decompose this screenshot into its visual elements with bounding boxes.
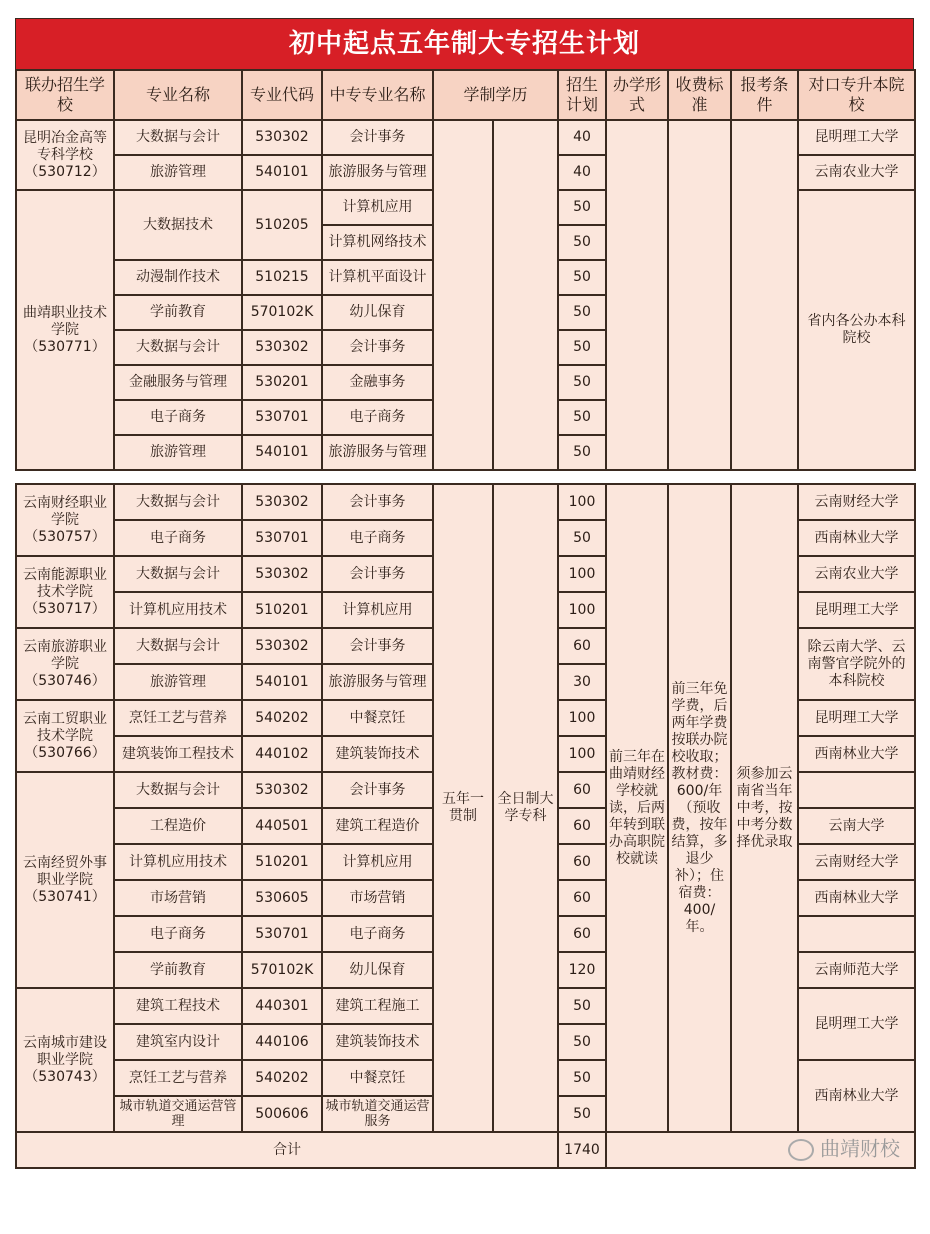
plan-cell: 40 xyxy=(558,120,606,155)
major-cell: 计算机应用技术 xyxy=(114,844,242,880)
major-cell: 动漫制作技术 xyxy=(114,260,242,295)
plan-cell: 60 xyxy=(558,844,606,880)
secondary-major-cell: 计算机应用 xyxy=(322,844,433,880)
school-cell: 云南能源职业技术学院（530717） xyxy=(16,556,114,628)
plan-cell: 60 xyxy=(558,772,606,808)
code-cell: 440102 xyxy=(242,736,322,772)
secondary-major-cell: 幼儿保育 xyxy=(322,295,433,330)
degree-cell xyxy=(493,120,558,470)
secondary-major-cell: 建筑工程施工 xyxy=(322,988,433,1024)
plan-cell: 50 xyxy=(558,520,606,556)
major-cell: 大数据与会计 xyxy=(114,484,242,520)
watermark-text: 曲靖财校 xyxy=(820,1136,900,1161)
code-cell: 540101 xyxy=(242,664,322,700)
plan-cell: 50 xyxy=(558,400,606,435)
enrollment-plan-document xyxy=(15,18,914,1169)
enrollment-table xyxy=(15,69,916,471)
major-cell: 市场营销 xyxy=(114,880,242,916)
plan-cell: 100 xyxy=(558,736,606,772)
header-secondary-major: 中专专业名称 xyxy=(322,70,433,120)
code-cell: 500606 xyxy=(242,1096,322,1132)
major-cell: 大数据与会计 xyxy=(114,772,242,808)
system-cell xyxy=(433,120,493,470)
plan-cell: 50 xyxy=(558,1024,606,1060)
major-cell: 旅游管理 xyxy=(114,155,242,190)
secondary-major-cell: 电子商务 xyxy=(322,400,433,435)
code-cell: 510201 xyxy=(242,844,322,880)
plan-cell: 100 xyxy=(558,556,606,592)
plan-cell: 30 xyxy=(558,664,606,700)
code-cell: 440501 xyxy=(242,808,322,844)
plan-cell: 60 xyxy=(558,808,606,844)
target-cell: 云南农业大学 xyxy=(798,155,915,190)
wechat-icon xyxy=(788,1139,814,1161)
header-requirements: 报考条件 xyxy=(731,70,798,120)
header-plan: 招生计划 xyxy=(558,70,606,120)
secondary-major-cell: 中餐烹饪 xyxy=(322,1060,433,1096)
code-cell: 530302 xyxy=(242,772,322,808)
target-cell: 昆明理工大学 xyxy=(798,988,915,1060)
total-row xyxy=(16,1132,915,1168)
table-row xyxy=(16,484,915,520)
header-mode: 办学形式 xyxy=(606,70,668,120)
major-cell: 旅游管理 xyxy=(114,435,242,470)
major-cell: 电子商务 xyxy=(114,520,242,556)
major-cell: 大数据与会计 xyxy=(114,556,242,592)
secondary-major-cell: 会计事务 xyxy=(322,484,433,520)
code-cell: 530302 xyxy=(242,120,322,155)
top-section xyxy=(16,120,915,470)
fees-cell: 前三年免学费，后两年学费按联办院校收取；教材费：600/年（预收费，按年结算，多退少补）；住宿费：400/年。 xyxy=(668,484,731,1132)
code-cell: 540101 xyxy=(242,155,322,190)
plan-cell: 60 xyxy=(558,916,606,952)
code-cell: 510215 xyxy=(242,260,322,295)
target-cell: 除云南大学、云南警官学院外的本科院校 xyxy=(798,628,915,700)
plan-cell: 100 xyxy=(558,700,606,736)
secondary-major-cell: 市场营销 xyxy=(322,880,433,916)
target-cell: 西南林业大学 xyxy=(798,736,915,772)
code-cell: 530302 xyxy=(242,484,322,520)
plan-cell: 100 xyxy=(558,592,606,628)
target-cell xyxy=(798,772,915,808)
school-cell: 云南经贸外事职业学院（530741） xyxy=(16,772,114,988)
major-cell: 烹饪工艺与营养 xyxy=(114,700,242,736)
target-cell: 云南财经大学 xyxy=(798,484,915,520)
code-cell: 440106 xyxy=(242,1024,322,1060)
code-cell: 530701 xyxy=(242,916,322,952)
school-cell: 云南工贸职业技术学院（530766） xyxy=(16,700,114,772)
target-cell: 云南师范大学 xyxy=(798,952,915,988)
plan-cell: 50 xyxy=(558,988,606,1024)
page-title: 初中起点五年制大专招生计划 xyxy=(15,18,914,69)
secondary-major-cell: 城市轨道交通运营服务 xyxy=(322,1096,433,1132)
school-cell: 云南旅游职业学院（530746） xyxy=(16,628,114,700)
header-system-degree: 学制学历 xyxy=(433,70,558,120)
school-cell: 昆明冶金高等专科学校（530712） xyxy=(16,120,114,190)
header-row xyxy=(16,70,915,120)
plan-cell: 60 xyxy=(558,880,606,916)
degree-cell: 全日制大学专科 xyxy=(493,484,558,1132)
major-cell: 大数据与会计 xyxy=(114,120,242,155)
school-cell: 云南财经职业学院（530757） xyxy=(16,484,114,556)
plan-cell: 100 xyxy=(558,484,606,520)
target-cell: 西南林业大学 xyxy=(798,1060,915,1132)
major-cell: 学前教育 xyxy=(114,952,242,988)
total-label: 合计 xyxy=(16,1132,558,1168)
code-cell: 530302 xyxy=(242,330,322,365)
plan-cell: 50 xyxy=(558,1096,606,1132)
requirements-cell xyxy=(731,120,798,470)
plan-cell: 50 xyxy=(558,190,606,225)
secondary-major-cell: 建筑装饰技术 xyxy=(322,736,433,772)
table-row xyxy=(16,120,915,155)
watermark xyxy=(606,1132,915,1168)
header-fees: 收费标准 xyxy=(668,70,731,120)
fees-cell xyxy=(668,120,731,470)
target-cell: 西南林业大学 xyxy=(798,520,915,556)
code-cell: 530701 xyxy=(242,400,322,435)
code-cell: 540101 xyxy=(242,435,322,470)
code-cell: 530605 xyxy=(242,880,322,916)
mode-cell: 前三年在曲靖财经学校就读，后两年转到联办高职院校就读 xyxy=(606,484,668,1132)
major-cell: 建筑工程技术 xyxy=(114,988,242,1024)
secondary-major-cell: 计算机平面设计 xyxy=(322,260,433,295)
plan-cell: 60 xyxy=(558,628,606,664)
plan-cell: 50 xyxy=(558,1060,606,1096)
code-cell: 570102K xyxy=(242,952,322,988)
secondary-major-cell: 建筑工程造价 xyxy=(322,808,433,844)
target-cell: 昆明理工大学 xyxy=(798,592,915,628)
secondary-major-cell: 电子商务 xyxy=(322,916,433,952)
major-cell: 建筑室内设计 xyxy=(114,1024,242,1060)
code-cell: 530302 xyxy=(242,628,322,664)
target-cell: 省内各公办本科院校 xyxy=(798,190,915,470)
school-cell: 云南城市建设职业学院（530743） xyxy=(16,988,114,1132)
code-cell: 440301 xyxy=(242,988,322,1024)
major-cell: 建筑装饰工程技术 xyxy=(114,736,242,772)
code-cell: 540202 xyxy=(242,1060,322,1096)
plan-cell: 50 xyxy=(558,295,606,330)
code-cell: 570102K xyxy=(242,295,322,330)
header-major: 专业名称 xyxy=(114,70,242,120)
header-school: 联办招生学校 xyxy=(16,70,114,120)
major-cell: 计算机应用技术 xyxy=(114,592,242,628)
header-target: 对口专升本院校 xyxy=(798,70,915,120)
major-cell: 大数据技术 xyxy=(114,190,242,260)
target-cell: 昆明理工大学 xyxy=(798,700,915,736)
secondary-major-cell: 幼儿保育 xyxy=(322,952,433,988)
major-cell: 大数据与会计 xyxy=(114,330,242,365)
header-code: 专业代码 xyxy=(242,70,322,120)
plan-cell: 50 xyxy=(558,365,606,400)
target-cell: 西南林业大学 xyxy=(798,880,915,916)
plan-cell: 50 xyxy=(558,225,606,260)
secondary-major-cell: 会计事务 xyxy=(322,120,433,155)
secondary-major-cell: 旅游服务与管理 xyxy=(322,155,433,190)
major-cell: 电子商务 xyxy=(114,916,242,952)
major-cell: 电子商务 xyxy=(114,400,242,435)
target-cell: 云南大学 xyxy=(798,808,915,844)
secondary-major-cell: 电子商务 xyxy=(322,520,433,556)
major-cell: 学前教育 xyxy=(114,295,242,330)
enrollment-table-continued xyxy=(15,483,916,1169)
target-cell: 昆明理工大学 xyxy=(798,120,915,155)
major-cell: 旅游管理 xyxy=(114,664,242,700)
code-cell: 530302 xyxy=(242,556,322,592)
code-cell: 510201 xyxy=(242,592,322,628)
secondary-major-cell: 计算机应用 xyxy=(322,190,433,225)
plan-cell: 50 xyxy=(558,435,606,470)
target-cell: 云南农业大学 xyxy=(798,556,915,592)
code-cell: 510205 xyxy=(242,190,322,260)
requirements-cell: 须参加云南省当年中考，按中考分数择优录取 xyxy=(731,484,798,1132)
major-cell: 大数据与会计 xyxy=(114,628,242,664)
plan-cell: 50 xyxy=(558,260,606,295)
major-cell: 金融服务与管理 xyxy=(114,365,242,400)
plan-cell: 50 xyxy=(558,330,606,365)
target-cell xyxy=(798,916,915,952)
plan-cell: 40 xyxy=(558,155,606,190)
bottom-section xyxy=(16,484,915,1132)
mode-cell xyxy=(606,120,668,470)
secondary-major-cell: 旅游服务与管理 xyxy=(322,664,433,700)
secondary-major-cell: 会计事务 xyxy=(322,772,433,808)
secondary-major-cell: 金融事务 xyxy=(322,365,433,400)
secondary-major-cell: 计算机应用 xyxy=(322,592,433,628)
major-cell: 城市轨道交通运营管理 xyxy=(114,1096,242,1132)
target-cell: 云南财经大学 xyxy=(798,844,915,880)
plan-cell: 120 xyxy=(558,952,606,988)
total-value: 1740 xyxy=(558,1132,606,1168)
secondary-major-cell: 会计事务 xyxy=(322,330,433,365)
system-cell: 五年一贯制 xyxy=(433,484,493,1132)
code-cell: 530701 xyxy=(242,520,322,556)
code-cell: 540202 xyxy=(242,700,322,736)
secondary-major-cell: 旅游服务与管理 xyxy=(322,435,433,470)
code-cell: 530201 xyxy=(242,365,322,400)
secondary-major-cell: 建筑装饰技术 xyxy=(322,1024,433,1060)
major-cell: 工程造价 xyxy=(114,808,242,844)
secondary-major-cell: 计算机网络技术 xyxy=(322,225,433,260)
major-cell: 烹饪工艺与营养 xyxy=(114,1060,242,1096)
school-cell: 曲靖职业技术学院（530771） xyxy=(16,190,114,470)
secondary-major-cell: 会计事务 xyxy=(322,628,433,664)
secondary-major-cell: 中餐烹饪 xyxy=(322,700,433,736)
secondary-major-cell: 会计事务 xyxy=(322,556,433,592)
